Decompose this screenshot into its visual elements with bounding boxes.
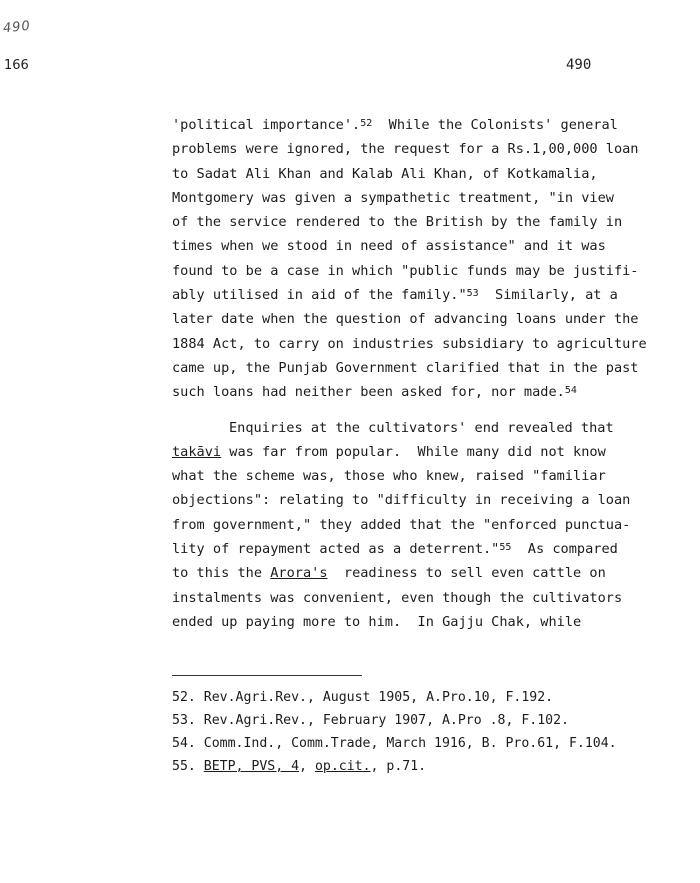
- footnote-55-opcit: op.cit.: [314, 759, 371, 774]
- page-number: 490: [566, 57, 592, 73]
- handwritten-page-mark: 490: [2, 18, 32, 37]
- paragraph-2: [172, 416, 692, 635]
- text-line: later date when the question of advancing loans under the: [172, 311, 639, 328]
- term-arora: Arora's: [270, 565, 328, 582]
- footnote-ref: 55: [499, 542, 512, 554]
- text-line: problems were ignored, the request for a Rs.1,00,000 loan: [172, 141, 639, 158]
- footnote-52: 52. Rev.Agri.Rev., August 1905, A.Pro.10, F.192.: [172, 690, 554, 705]
- footnote-ref: 52: [360, 118, 373, 129]
- term-takavi: takāvi: [172, 443, 222, 460]
- footnote-54: 54. Comm.Ind., Comm.Trade, March 1916, B. Pro.61, F.104.: [172, 736, 617, 751]
- text-line: instalments was convenient, even though the cultivators: [172, 589, 623, 606]
- text-line: objections": relating to "difficulty in receiving a loan: [172, 492, 631, 509]
- footnotes: [172, 686, 672, 778]
- footnote-ref: 53: [466, 288, 479, 300]
- text-line: from government," they added that the "enforced punctua-: [172, 516, 631, 533]
- text-line: lity of repayment acted as a deterrent."$^{55}$ As compared: [172, 541, 618, 558]
- text-line: such loans had neither been asked for, nor made.$^{54}$: [172, 384, 577, 401]
- footnote-55: 55. BETP, PVS, 4, op.cit., p.71.: [172, 759, 427, 774]
- text-line: 'political importance'.$^{52}$ While the Colonists' general: [172, 117, 618, 133]
- text-line: to Sadat Ali Khan and Kalab Ali Khan, of Kotkamalia,: [172, 165, 598, 182]
- footnote-rule: [172, 675, 362, 676]
- text-line: times when we stood in need of assistance" and it was: [172, 238, 606, 255]
- text-line: what the scheme was, those who knew, raised "familiar: [172, 468, 606, 485]
- footnote-55-source: BETP, PVS, 4: [203, 759, 300, 774]
- outer-page-number: 166: [4, 58, 29, 73]
- text-line: ended up paying more to him. In Gajju Chak, while: [172, 613, 582, 630]
- text-line: ably utilised in aid of the family."$^{53}$ Similarly, at a: [172, 287, 618, 304]
- paragraph-1: [172, 113, 692, 405]
- text-line: came up, the Punjab Government clarified that in the past: [172, 359, 639, 376]
- text-line: Montgomery was given a sympathetic treatment, "in view: [172, 189, 614, 206]
- text-line: takāvi was far from popular. While many did not know: [172, 443, 606, 460]
- text-line: to this the Arora's readiness to sell even cattle on: [172, 565, 606, 582]
- text-line: 1884 Act, to carry on industries subsidiary to agriculture: [172, 335, 647, 352]
- body-text: [172, 113, 692, 634]
- footnote-ref: 54: [564, 385, 577, 397]
- text-line: found to be a case in which "public funds may be justifi-: [172, 262, 639, 279]
- footnote-53: 53. Rev.Agri.Rev., February 1907, A.Pro .8, F.102.: [172, 713, 569, 728]
- text-line: Enquiries at the cultivators' end revealed that: [229, 419, 614, 436]
- text-line: of the service rendered to the British by the family in: [172, 214, 623, 231]
